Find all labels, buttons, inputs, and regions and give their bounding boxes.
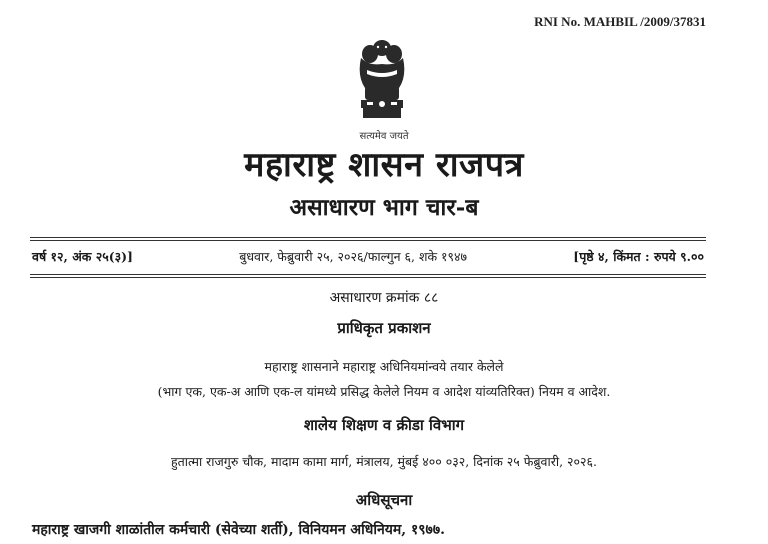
extraordinary-number: असाधारण क्रमांक ८८	[329, 290, 439, 306]
gazette-subtitle: असाधारण भाग चार-ब	[289, 194, 479, 221]
issue-date: बुधवार, फेब्रुवारी २५, २०२६/फाल्गुन ६, शके १९४७	[239, 249, 468, 264]
rni-number: RNI No. MAHBIL /2009/37831	[534, 14, 706, 29]
act-title: महाराष्ट्र खाजगी शाळांतील कर्मचारी (सेवेच्या शर्ती), विनियमन अधिनियम, १९७७.	[32, 522, 445, 538]
divider-top-2	[30, 240, 706, 241]
pages-price: [पृष्ठे ४, किंमत : रुपये ९.००	[573, 249, 704, 264]
gazette-title: महाराष्ट्र शासन राजपत्र	[244, 145, 524, 185]
divider-bottom-2	[30, 277, 706, 278]
description-line-2: (भाग एक, एक-अ आणि एक-ल यांमध्ये प्रसिद्ध केलेले नियम व आदेश यांव्यतिरिक्त) नियम व आदेश.	[157, 384, 611, 399]
divider-bottom-1	[30, 274, 706, 275]
notification-heading: अधिसूचना	[355, 491, 413, 509]
volume-issue: वर्ष १२, अंक २५(३)]	[32, 249, 133, 264]
department-name: शालेय शिक्षण व क्रीडा विभाग	[303, 416, 465, 434]
national-emblem-icon	[337, 36, 427, 136]
divider-top-1	[30, 237, 706, 238]
department-address: हुतात्मा राजगुरु चौक, मादाम कामा मार्ग, मंत्रालय, मुंबई ४०० ०३२, दिनांक २५ फेब्रुवारी, २०२६.	[170, 454, 598, 469]
description-line-1: महाराष्ट्र शासनाने महाराष्ट्र अधिनियमांन्वये तयार केलेले	[264, 359, 504, 374]
issue-meta-row	[32, 248, 704, 265]
emblem-motto: सत्यमेव जयते	[359, 131, 409, 142]
authoritative-publication-heading: प्राधिकृत प्रकाशन	[337, 319, 431, 337]
